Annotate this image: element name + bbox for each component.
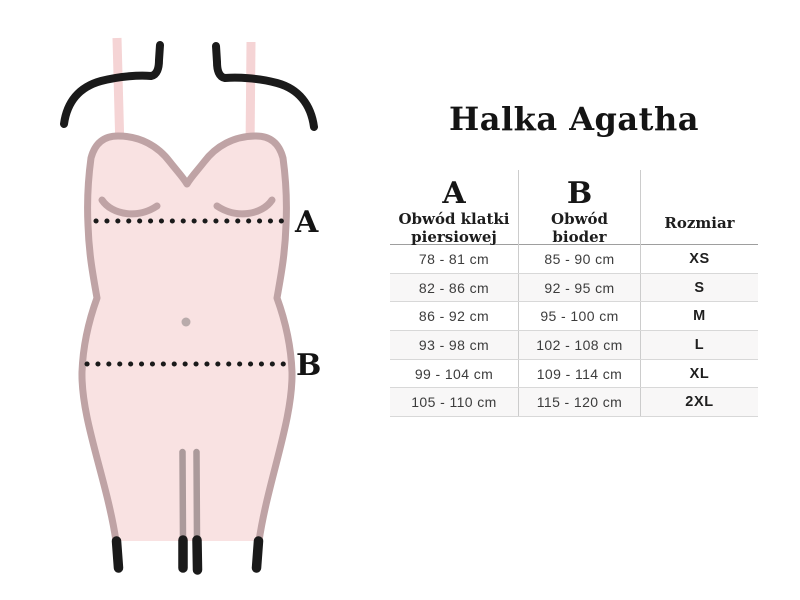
header-letter-a: A xyxy=(442,176,466,211)
cell-chest: 78 - 81 cm xyxy=(390,245,519,273)
table-row xyxy=(390,331,758,360)
cell-hips: 92 - 95 cm xyxy=(519,274,641,302)
cell-chest: 93 - 98 cm xyxy=(390,331,519,359)
header-label-size: Rozmiar xyxy=(664,213,735,232)
table-row xyxy=(390,388,758,417)
table-row xyxy=(390,274,758,303)
dress-shape xyxy=(82,136,292,541)
cell-chest: 82 - 86 cm xyxy=(390,274,519,302)
page-title: Halka Agatha xyxy=(449,100,699,138)
cell-hips: 109 - 114 cm xyxy=(519,360,641,388)
table-row xyxy=(390,302,758,331)
shoulder-strokes xyxy=(64,45,314,127)
header-chest xyxy=(390,170,519,246)
cell-size: L xyxy=(694,336,705,353)
header-label-hips: Obwód bioder xyxy=(551,209,608,246)
cell-size: XL xyxy=(689,365,710,382)
label-b: B xyxy=(296,348,322,383)
cell-chest: 99 - 104 cm xyxy=(390,360,519,388)
cell-chest: 86 - 92 cm xyxy=(390,302,519,330)
header-label-chest: Obwód klatki piersiowej xyxy=(398,209,510,246)
cell-size: S xyxy=(694,279,705,296)
cell-size: M xyxy=(693,308,706,325)
header-hips xyxy=(519,170,641,246)
cell-hips: 102 - 108 cm xyxy=(519,331,641,359)
cell-size: 2XL xyxy=(685,394,714,411)
size-table-header xyxy=(390,170,758,245)
table-row xyxy=(390,245,758,274)
strap-lines xyxy=(117,38,251,150)
cell-hips: 95 - 100 cm xyxy=(519,302,641,330)
header-letter-b: B xyxy=(566,176,593,211)
label-a: A xyxy=(295,205,319,240)
size-table xyxy=(390,170,758,417)
cell-chest: 105 - 110 cm xyxy=(390,388,519,416)
left-shoulder-stroke xyxy=(64,45,160,124)
navel-dot xyxy=(182,318,191,327)
table-row xyxy=(390,360,758,389)
seam-tips xyxy=(117,540,259,570)
cell-hips: 85 - 90 cm xyxy=(519,245,641,273)
cell-size: XS xyxy=(689,250,710,267)
cell-hips: 115 - 120 cm xyxy=(519,388,641,416)
right-shoulder-stroke xyxy=(216,46,314,127)
header-size xyxy=(641,170,758,246)
